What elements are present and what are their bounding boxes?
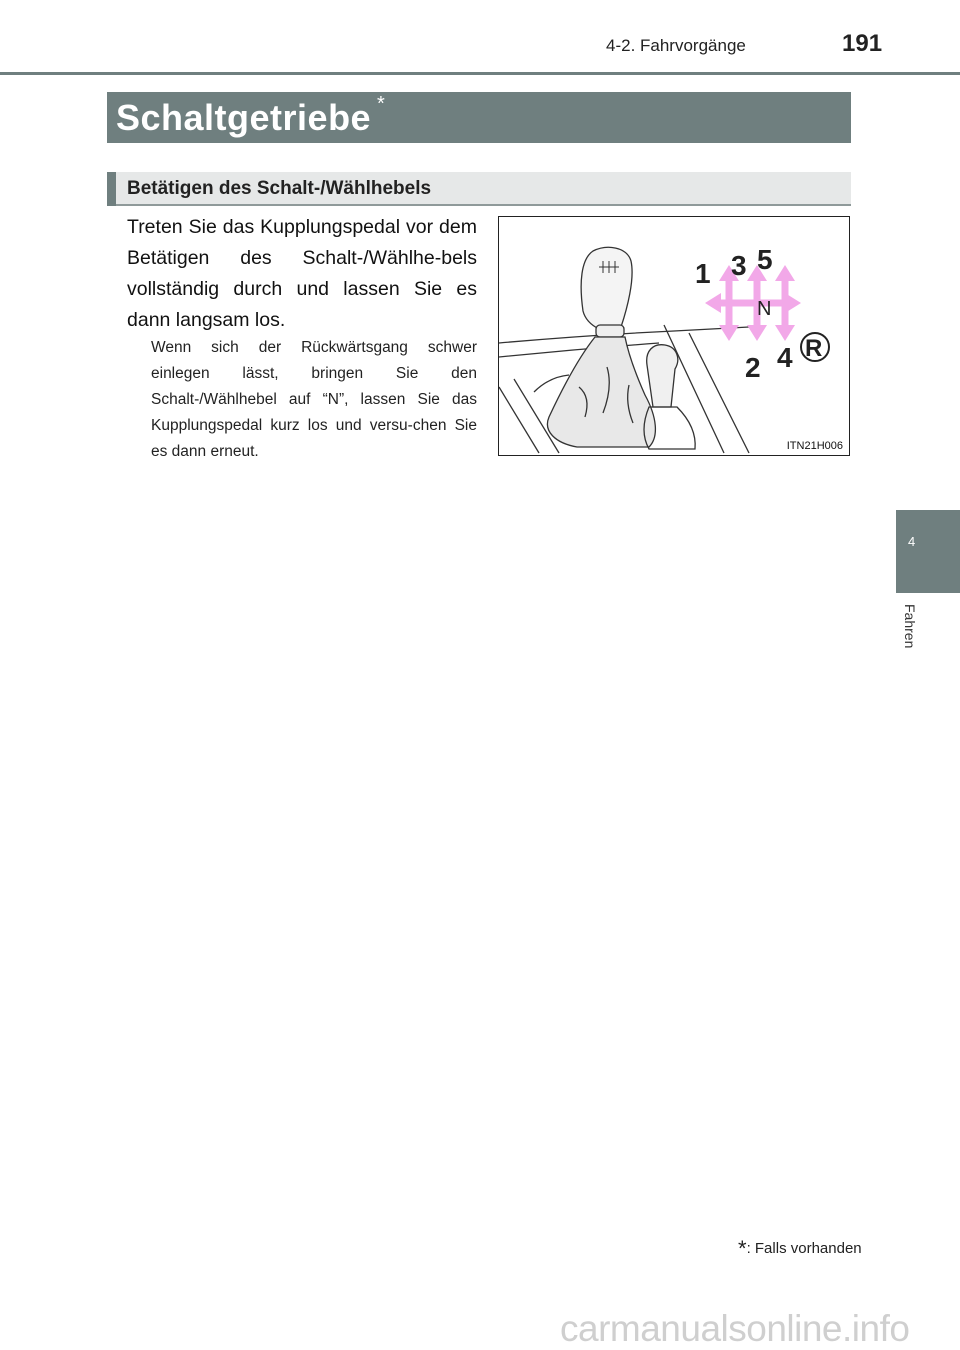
chapter-number: 4: [908, 534, 916, 549]
subheading: Betätigen des Schalt-/Wählhebels: [127, 178, 432, 199]
watermark: carmanualsonline.info: [560, 1308, 910, 1349]
gear-shift-figure: [498, 216, 850, 456]
body-paragraph: Treten Sie das Kupplungspedal vor dem Betätigen des Schalt-/Wählhe-bels vollständig durch und lassen Sie es dann langsam los.: [127, 216, 477, 331]
header-rule: [0, 72, 960, 75]
gear-2-label: 2: [745, 352, 761, 383]
note-paragraph: Wenn sich der Rückwärtsgang schwer einlegen lässt, bringen Sie den Schalt-/Wählhebel auf “N”, lassen Sie das Kupplungspedal kurz los und versu-chen Sie es dann erneut.: [151, 339, 477, 460]
chapter-label: Fahren: [902, 604, 918, 649]
footnote-asterisk: *: [738, 1236, 747, 1261]
page-title: Schaltgetriebe: [116, 97, 372, 138]
gear-shift-illustration: [499, 217, 850, 456]
page-number: 191: [842, 30, 883, 57]
footnote: [738, 1236, 862, 1262]
neutral-label: N: [757, 298, 772, 320]
gear-r-label: R: [805, 335, 823, 362]
gear-1-label: 1: [695, 258, 711, 289]
gear-3-label: 3: [731, 250, 747, 281]
gear-4-label: 4: [777, 342, 793, 373]
subheading-accent: [107, 172, 116, 206]
figure-label: ITN21H006: [786, 440, 843, 452]
chapter-tab: [896, 510, 960, 593]
title-asterisk: *: [377, 93, 385, 115]
header-section-title: 4-2. Fahrvorgänge: [606, 36, 746, 55]
gear-5-label: 5: [757, 244, 773, 275]
footnote-text: : Falls vorhanden: [746, 1240, 862, 1257]
